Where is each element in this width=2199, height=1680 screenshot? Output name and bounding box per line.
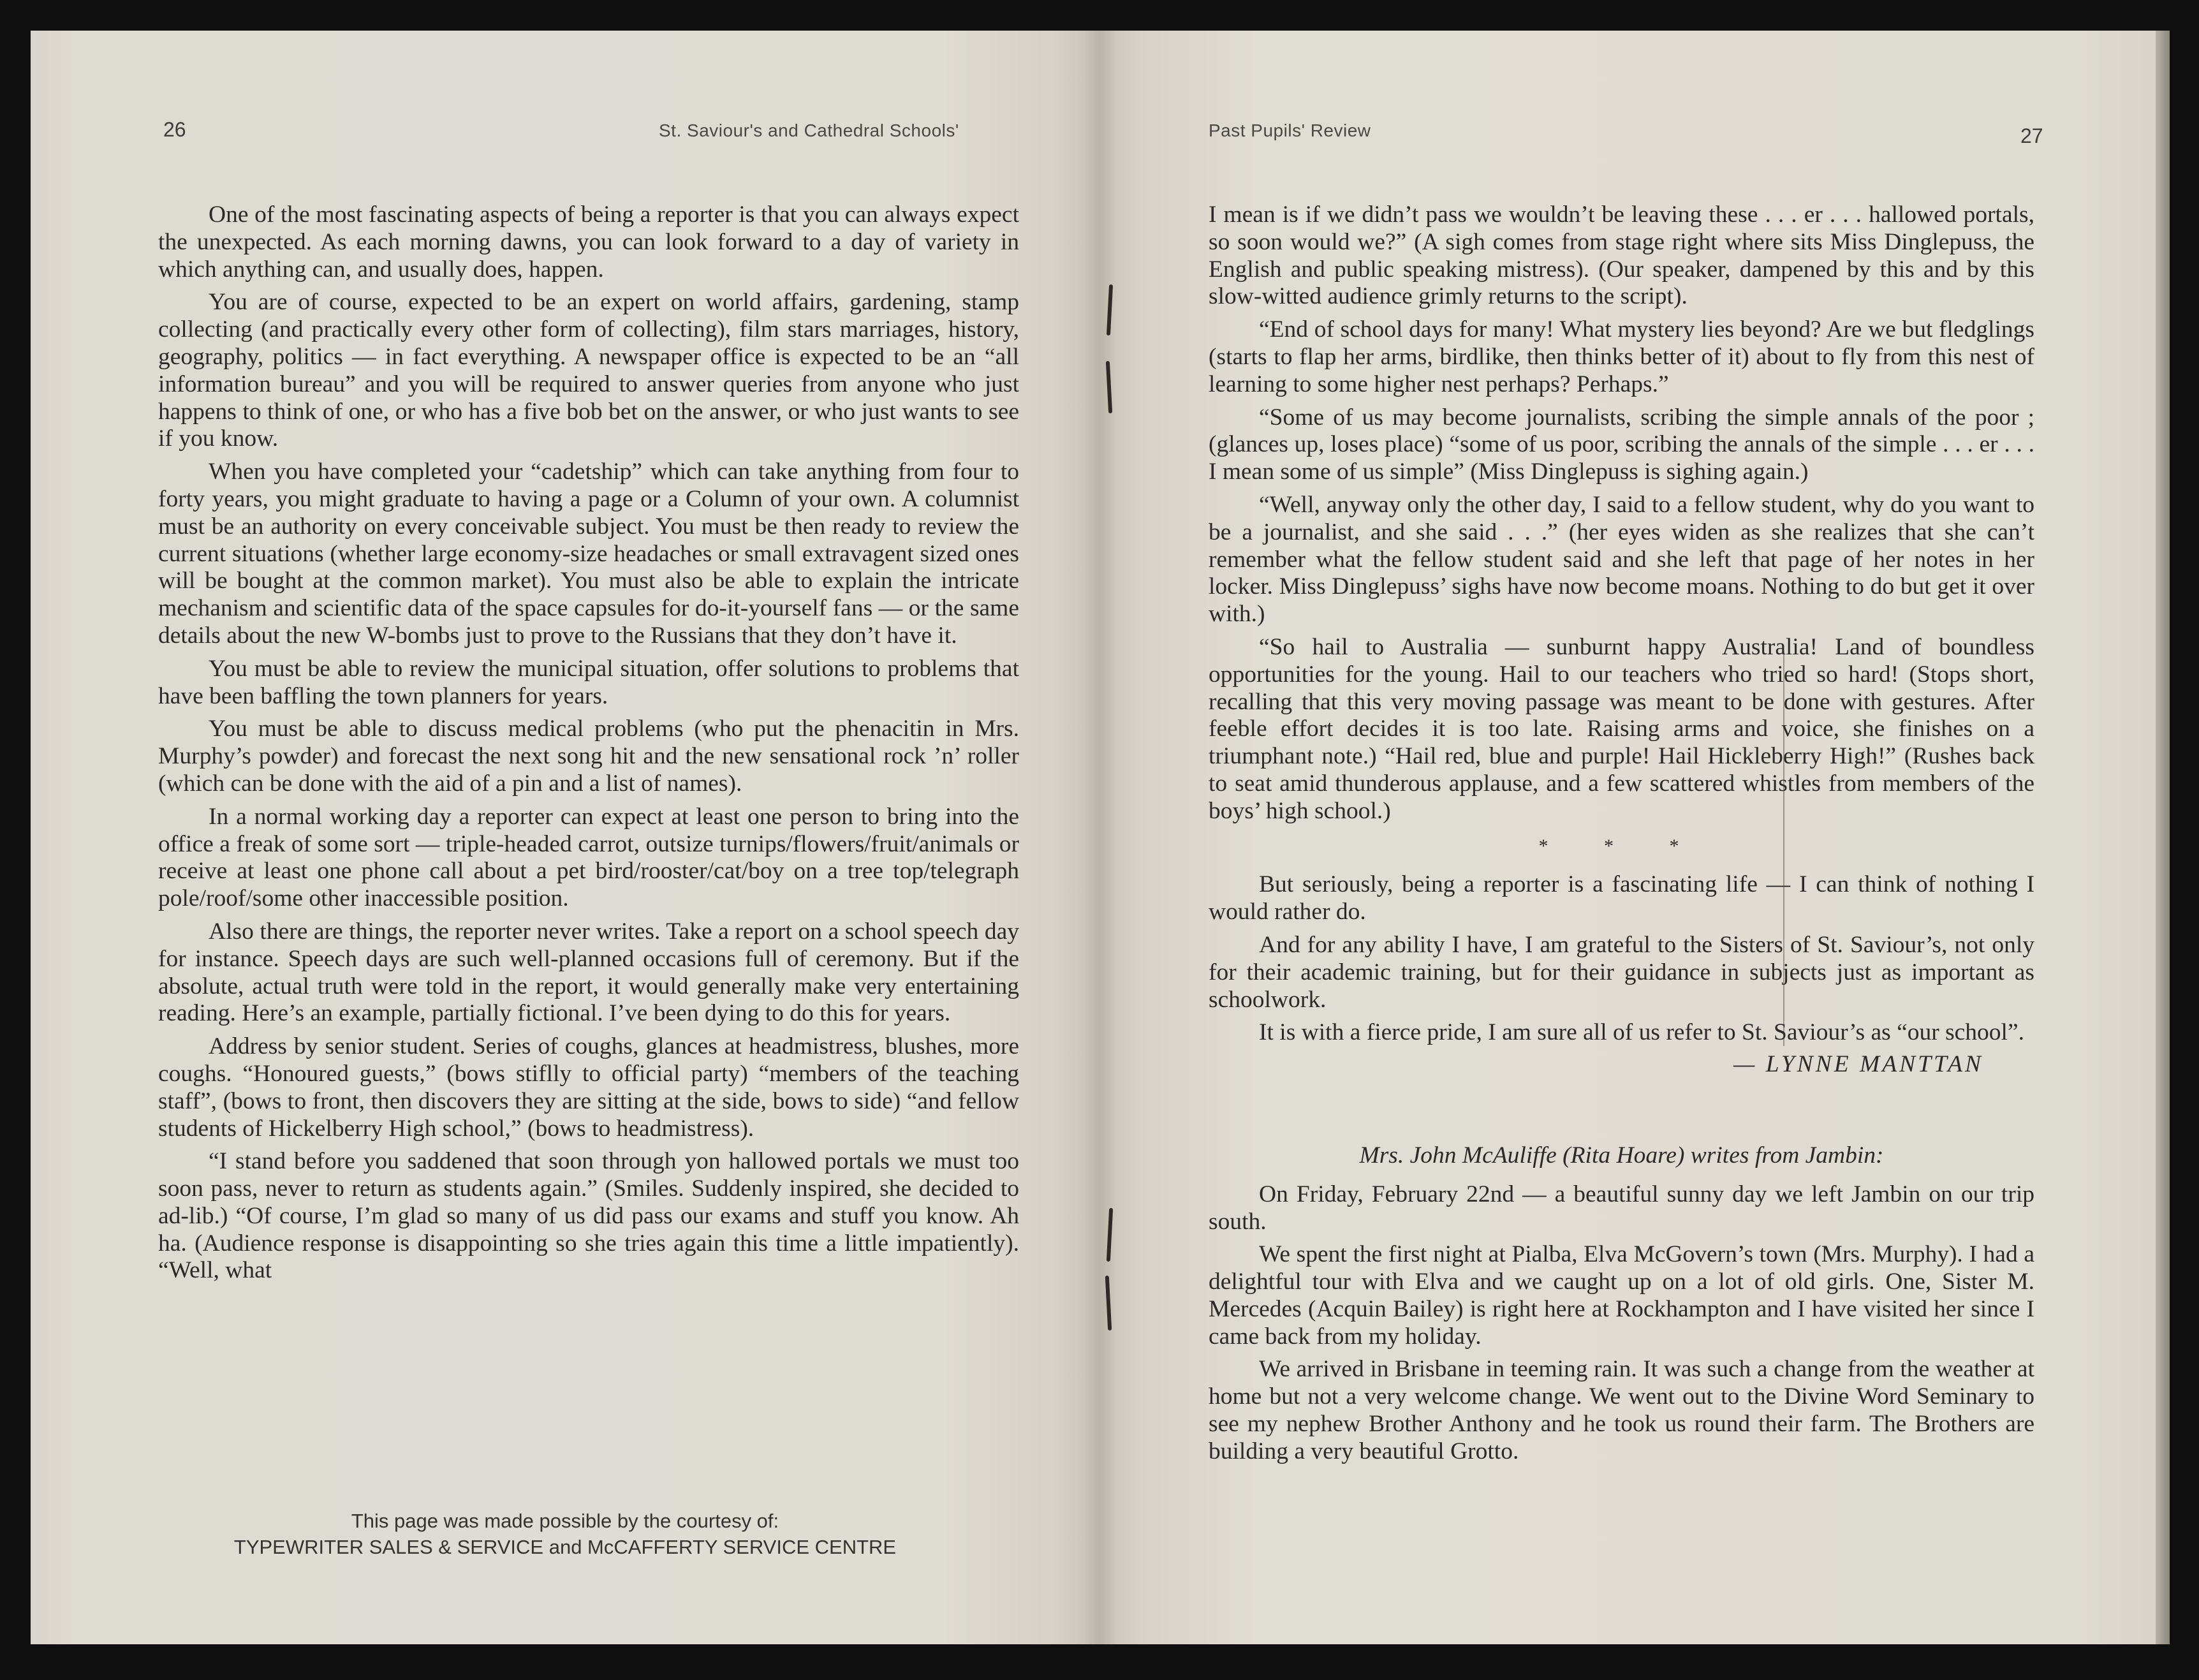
paragraph: Also there are things, the reporter never writes. Take a report on a school speech day for instance. Speech days are such well-planned occasions full of ceremony. But if the absolute, actual truth were told in the report, it would generally make very entertaining reading. Here’s an example, partially fictional. I’ve been dying to do this for years. <box>158 918 1019 1027</box>
sponsor-line-2: TYPEWRITER SALES & SERVICE and McCAFFERTY SERVICE CENTRE <box>233 1536 897 1558</box>
paragraph: And for any ability I have, I am grateful to the Sisters of St. Saviour’s, not only for their academic training, but for their guidance in subjects just as important as schoolwork. <box>1209 931 2034 1013</box>
paragraph: “So hail to Australia — sunburnt happy Australia! Land of boundless opportunities for the young. Hail to our teachers who tried so hard! (Stops short, recalling that this very moving passage was meant to be done with gestures. After feeble effort decides it is too late. Raising arms and voice, she finishes on a triumphant note.) “Hail red, blue and purple! Hail Hickleberry High!” (Rushes back to seat amid thunderous applause, and a few scattered whistles from members of the boys’ high school.) <box>1209 633 2034 824</box>
sponsor-footer <box>31 1508 1100 1560</box>
paragraph: You must be able to discuss medical problems (who put the phenacitin in Mrs. Murphy’s powder) and forecast the next song hit and the new sensational rock ’n’ roller (which can be done with the aid of a pin and a list of names). <box>158 716 1019 797</box>
paragraph: When you have completed your “cadetship” which can take anything from four to forty years, you might graduate to having a page or a Column of your own. A columnist must be an authority on every conceivable subject. You must be then ready to review the current situations (whether large economy-size headaches or small extravagent sized ones will be bought at the common market). You must also be able to explain the intricate mechanism and scientific data of the space capsules for do-it-yourself fans — or the same details about the new W-bombs just to prove to the Russians that they don’t have it. <box>158 459 1019 649</box>
paragraph: We spent the first night at Pialba, Elva McGovern’s town (Mrs. Murphy). I had a delightful tour with Elva and we caught up on a lot of old girls. One, Sister M. Mercedes (Acquin Bailey) is right here at Rockhampton and I have visited her since I came back from my holiday. <box>1209 1241 2034 1350</box>
paragraph: We arrived in Brisbane in teeming rain. It was such a change from the weather at home but not a very welcome change. We went out to the Divine Word Seminary to see my nephew Brother Anthony and he took us round their farm. The Brothers are building a very beautiful Grotto. <box>1209 1356 2034 1464</box>
letter-heading: Mrs. John McAuliffe (Rita Hoare) writes from Jambin: <box>1359 1142 1884 1168</box>
paragraph: One of the most fascinating aspects of being a reporter is that you can always expect the unexpected. As each morning dawns, you can look forward to a day of variety in which anything can, and usually does, happen. <box>158 202 1019 283</box>
paragraph: “Some of us may become journalists, scribing the simple annals of the poor ; (glances up, loses place) “some of us poor, scribing the annals of the simple . . . er . . . I mean some of us simple” (Miss Dinglepuss is sighing again.) <box>1209 404 2034 485</box>
pencil-margin-line <box>1783 651 1784 1046</box>
paragraph: I mean is if we didn’t pass we wouldn’t be leaving these . . . er . . . hallowed portals, so soon would we?” (A sigh comes from stage right where sits Miss Dinglepuss, the English and public speaking mistress). (Our speaker, dampened by this and by this slow-witted audience grimly returns to the script). <box>1209 202 2034 310</box>
paragraph: On Friday, February 22nd — a beautiful sunny day we left Jambin on our trip south. <box>1209 1181 2034 1235</box>
section-separator: * * * <box>1538 835 1705 857</box>
right-column-text <box>1209 202 2034 1471</box>
right-page <box>1100 31 2156 1644</box>
running-head-left: St. Saviour's and Cathedral Schools' <box>659 121 959 140</box>
paragraph: But seriously, being a reporter is a fascinating life — I can think of nothing I would rather do. <box>1209 871 2034 925</box>
paragraph: You must be able to review the municipal situation, offer solutions to problems that have been baffling the town planners for years. <box>158 655 1019 709</box>
author-signature: — LYNNE MANTTAN <box>1733 1051 1983 1078</box>
sponsor-line-1: This page was made possible by the courtesy of: <box>351 1510 779 1532</box>
paragraph: Address by senior student. Series of coughs, glances at headmistress, blushes, more coughs. “Honoured guests,” (bows stiflly to official party) “members of the teaching staff”, (bows to front, then discovers they are sitting at the side, bows to side) “and fellow students of Hickelberry High school,” (bows to headmistress). <box>158 1033 1019 1142</box>
page-number-left: 26 <box>163 118 186 141</box>
paragraph: “Well, anyway only the other day, I said to a fellow student, why do you want to be a journalist, and she said . . .” (her eyes widen as she realizes that she can’t remember what the fellow student said and she left that page of her notes in her locker. Miss Dinglepuss’ sighs have now become moans. Nothing to do but get it over with.) <box>1209 491 2034 628</box>
paragraph: “End of school days for many! What mystery lies beyond? Are we but fledglings (starts to flap her arms, birdlike, then thinks better of it) about to fly from this nest of learning to some higher nest perhaps? Perhaps.” <box>1209 316 2034 397</box>
paragraph: It is with a fierce pride, I am sure all of us refer to St. Saviour’s as “our school”. <box>1259 1019 2024 1046</box>
page-edge <box>2156 31 2170 1644</box>
left-page <box>31 31 1100 1644</box>
left-column-text <box>158 202 1019 1290</box>
paragraph: “I stand before you saddened that soon through yon hallowed portals we must too soon pass, never to return as students again.” (Smiles. Suddenly inspired, she decided to ad-lib.) “Of course, I’m glad so many of us did pass our exams and stuff you know. Ah ha. (Audience response is disappointing so she tries again this time a little impatiently). “Well, what <box>158 1148 1019 1284</box>
running-head-right: Past Pupils' Review <box>1209 121 1371 140</box>
page-number-right: 27 <box>2020 124 2043 147</box>
paragraph: In a normal working day a reporter can expect at least one person to bring into the office a freak of some sort — triple-headed carrot, outsize turnips/flowers/fruit/animals or receive at least one phone call about a pet bird/rooster/cat/boy on a tree top/telegraph pole/roof/some other inaccessible position. <box>158 803 1019 912</box>
paragraph: You are of course, expected to be an expert on world affairs, gardening, stamp collecting (and practically every other form of collecting), film stars marriages, history, geography, politics — in fact everything. A newspaper office is expected to be an “all information bureau” and you will be required to answer queries from anyone who just happens to think of one, or who has a five bob bet on the answer, or who just wants to see if you know. <box>158 289 1019 452</box>
